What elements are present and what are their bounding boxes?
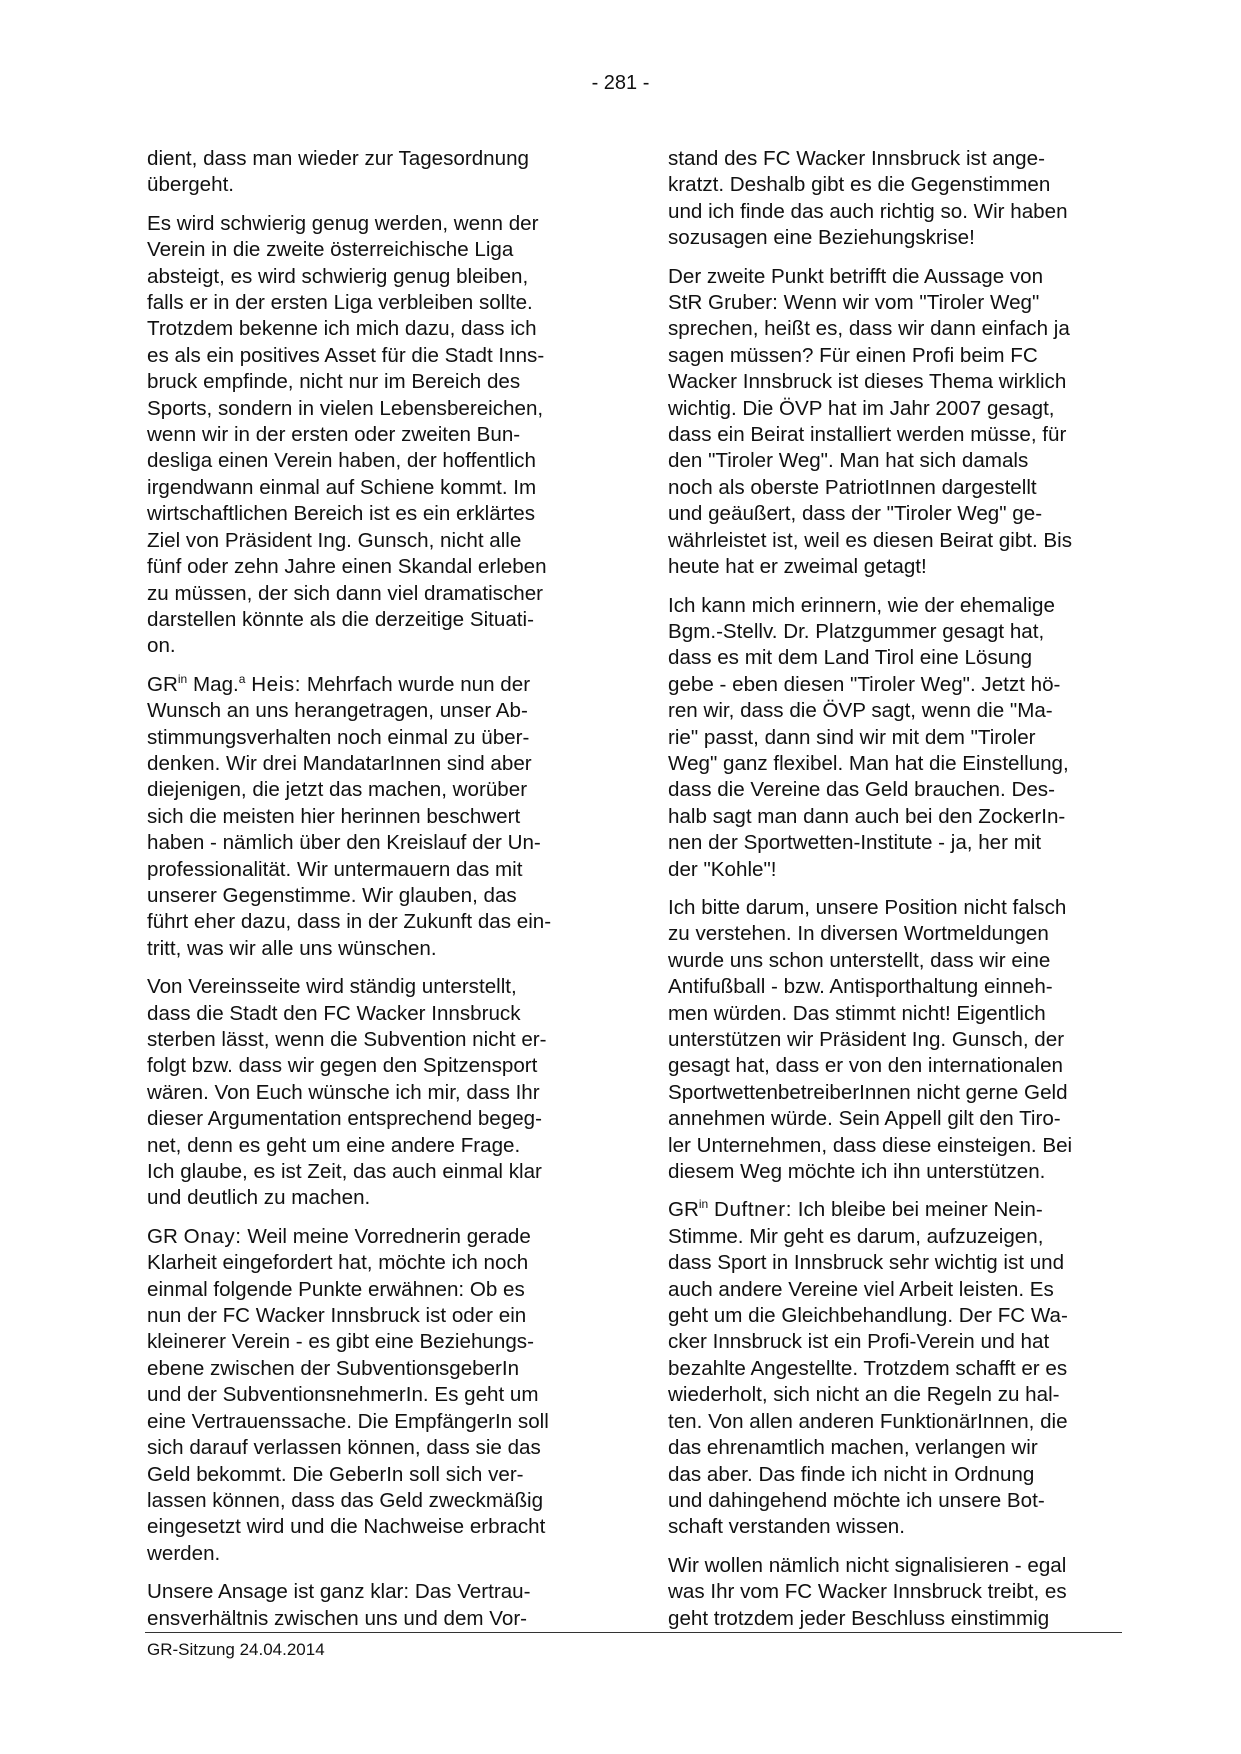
text-line: nun der FC Wacker Innsbruck ist oder ein (147, 1304, 527, 1328)
text-line: übergeht. (147, 173, 235, 197)
text-line: den "Tiroler Weg". Man hat sich damals (668, 449, 1029, 473)
text-line: es als ein positives Asset für die Stadt Inns- (147, 343, 545, 367)
text-line: Ich kann mich erinnern, wie der ehemalige (668, 593, 1055, 617)
text-line: Geld bekommt. Die GeberIn soll sich ver- (147, 1462, 524, 1486)
text-line: Wacker Innsbruck ist dieses Thema wirklich (668, 370, 1067, 394)
text-line: dass Sport in Innsbruck sehr wichtig ist und (668, 1251, 1065, 1275)
text-line: und dahingehend möchte ich unsere Bot- (668, 1488, 1045, 1512)
text-line: zu müssen, der sich dann viel dramatischer (147, 581, 544, 605)
text-line: einmal folgende Punkte erwähnen: Ob es (147, 1277, 525, 1301)
text-line: tritt, was wir alle uns wünschen. (147, 936, 437, 960)
footer-session-date: GR-Sitzung 24.04.2014 (147, 1640, 325, 1659)
text-line: fünf oder zehn Jahre einen Skandal erleben (147, 555, 547, 579)
text-line: eine Vertrauenssache. Die EmpfängerIn soll (147, 1409, 549, 1433)
text-line: wären. Von Euch wünsche ich mir, dass Ihr (147, 1080, 540, 1104)
text-line: auch andere Vereine viel Arbeit leisten. Es (668, 1277, 1054, 1301)
text-line: zu verstehen. In diversen Wortmeldungen (668, 922, 1049, 946)
text-line: Der zweite Punkt betrifft die Aussage von (668, 264, 1044, 288)
text-line: dass die Stadt den FC Wacker Innsbruck (147, 1001, 521, 1025)
text-line: und deutlich zu machen. (147, 1186, 371, 1210)
text-line: Unsere Ansage ist ganz klar: Das Vertrau- (147, 1580, 531, 1604)
text-line: Ich glaube, es ist Zeit, das auch einmal klar (147, 1160, 542, 1184)
text-line: und der SubventionsnehmerIn. Es geht um (147, 1383, 539, 1407)
text-line: wurde uns schon unterstellt, dass wir eine (668, 948, 1051, 972)
text-line: stimmungsverhalten noch einmal zu über- (147, 725, 530, 749)
text-line: werden. (147, 1541, 221, 1565)
text-line: haben - nämlich über den Kreislauf der Un- (147, 831, 541, 855)
right-column (668, 146, 1118, 1644)
text-line: das aber. Das finde ich nicht in Ordnung (668, 1462, 1035, 1486)
paragraph (668, 895, 1118, 1185)
text-line: Von Vereinsseite wird ständig unterstellt, (147, 975, 517, 999)
text-line: Ich bitte darum, unsere Position nicht falsch (668, 895, 1067, 919)
text-line: Weg" ganz flexibel. Man hat die Einstellung, (668, 751, 1069, 775)
text-line: ler Unternehmen, dass diese einsteigen. Bei (668, 1133, 1073, 1157)
text-line: dient, dass man wieder zur Tagesordnung (147, 147, 529, 170)
text-line: das ehrenamtlich machen, verlangen wir (668, 1436, 1038, 1460)
text-line: wirtschaftlichen Bereich ist es ein erklärtes (147, 502, 536, 526)
text-line: bezahlte Angestellte. Trotzdem schafft er es (668, 1356, 1068, 1380)
text-line: eingesetzt wird und die Nachweise erbracht (147, 1515, 546, 1539)
text-line: net, denn es geht um eine andere Frage. (147, 1133, 521, 1157)
text-line: Sports, sondern in vielen Lebensbereichen, (147, 396, 544, 420)
text-line: ensverhältnis zwischen uns und dem Vor- (147, 1606, 528, 1630)
paragraph (668, 1553, 1118, 1632)
text-line: cker Innsbruck ist ein Profi-Verein und hat (668, 1330, 1050, 1354)
speaker-duftner: $GR^{in}$ Duftner: (668, 1197, 793, 1222)
text-line: lassen können, dass das Geld zweckmäßig (147, 1488, 544, 1512)
text-line: ren wir, dass die ÖVP sagt, wenn die "Ma- (668, 699, 1053, 723)
text-line: Ziel von Präsident Ing. Gunsch, nicht alle (147, 528, 522, 552)
text-line: wiederholt, sich nicht an die Regeln zu hal- (668, 1383, 1060, 1407)
text-line: und ich finde das auch richtig so. Wir haben (668, 199, 1068, 223)
text-line: gebe - eben diesen "Tiroler Weg". Jetzt hö- (668, 672, 1061, 696)
text-line: irgendwann einmal auf Schiene kommt. Im (147, 475, 537, 499)
text-line: dass die Vereine das Geld brauchen. Des- (668, 778, 1055, 802)
speech-text (668, 1198, 1068, 1538)
text-line: wichtig. Die ÖVP hat im Jahr 2007 gesagt, (668, 396, 1055, 420)
text-line: Wunsch an uns herangetragen, unser Ab- (147, 699, 528, 723)
paragraph (668, 593, 1118, 883)
text-line: nen der Sportwetten-Institute - ja, her mit (668, 831, 1042, 855)
text-line: sprechen, heißt es, dass wir dann einfach ja (668, 317, 1070, 341)
text-line: Wir wollen nämlich nicht signalisieren - egal (668, 1553, 1067, 1577)
paragraph-heis (147, 672, 597, 962)
text-line: währleistet ist, weil es diesen Beirat gibt. Bis (668, 528, 1073, 552)
text-line: dass es mit dem Land Tirol eine Lösung (668, 646, 1033, 670)
text-line: falls er in der ersten Liga verbleiben sollte. (147, 291, 533, 315)
text-line: halb sagt man dann auch bei den ZockerIn- (668, 804, 1066, 828)
text-line: stand des FC Wacker Innsbruck ist ange- (668, 147, 1045, 170)
paragraph (147, 146, 597, 199)
text-line: schaft verstanden wissen. (668, 1515, 905, 1539)
text-line: Stimme. Mir geht es darum, aufzuzeigen, (668, 1224, 1044, 1248)
paragraph-onay (147, 1224, 597, 1567)
text-line: unterstützen wir Präsident Ing. Gunsch, der (668, 1028, 1065, 1051)
text-line: dieser Argumentation entsprechend begeg- (147, 1107, 542, 1131)
text-line: sich die meisten hier herinnen beschwert (147, 804, 521, 828)
text-line: sterben lässt, wenn die Subvention nicht er- (147, 1028, 547, 1051)
text-line: ten. Von allen anderen FunktionärInnen, die (668, 1409, 1068, 1433)
text-line: Antifußball - bzw. Antisporthaltung einneh- (668, 975, 1053, 999)
text-line: der "Kohle"! (668, 857, 777, 881)
text-line: heute hat er zweimal getagt! (668, 555, 927, 579)
text-line: gesagt hat, dass er von den internationalen (668, 1054, 1063, 1078)
text-line: kratzt. Deshalb gibt es die Gegenstimmen (668, 173, 1051, 197)
text-line: denken. Wir drei MandatarInnen sind aber (147, 751, 532, 775)
text-line: geht um die Gleichbehandlung. Der FC Wa- (668, 1304, 1068, 1328)
text-line: Weil meine Vorrednerin gerade (247, 1224, 531, 1248)
text-line: Trotzdem bekenne ich mich dazu, dass ich (147, 317, 537, 341)
text-line: StR Gruber: Wenn wir vom "Tiroler Weg" (668, 291, 1040, 315)
text-line: men würden. Das stimmt nicht! Eigentlich (668, 1001, 1046, 1025)
footer-divider (145, 1632, 1122, 1633)
text-line: ebene zwischen der SubventionsgeberIn (147, 1356, 520, 1380)
paragraph (668, 264, 1118, 581)
text-line: noch als oberste PatriotInnen dargestellt (668, 475, 1037, 499)
speech-text (147, 673, 551, 960)
text-line: bruck empfinde, nicht nur im Bereich des (147, 370, 521, 394)
text-line: professionalität. Wir untermauern das mit (147, 857, 523, 881)
text-line: annehmen würde. Sein Appell gilt den Tiro- (668, 1107, 1061, 1131)
text-line: kleinerer Verein - es gibt eine Beziehungs- (147, 1330, 534, 1354)
paragraph-duftner (668, 1197, 1118, 1540)
speaker-onay: GR Onay: (147, 1224, 242, 1248)
text-line: diejenigen, die jetzt das machen, worüber (147, 778, 528, 802)
speaker-heis: $GR^{in}$ Mag.$^a$ Heis: (147, 671, 302, 696)
text-line: geht trotzdem jeder Beschluss einstimmig (668, 1606, 1050, 1630)
text-line: Es wird schwierig genug werden, wenn der (147, 211, 539, 235)
left-column (147, 146, 597, 1644)
text-line: Verein in die zweite österreichische Liga (147, 238, 514, 262)
text-line: führt eher dazu, dass in der Zukunft das ein- (147, 910, 552, 934)
page-number: - 281 - (591, 72, 650, 94)
text-line: und geäußert, dass der "Tiroler Weg" ge- (668, 502, 1043, 526)
text-line: Ich bleibe bei meiner Nein- (797, 1198, 1043, 1222)
text-line: Mehrfach wurde nun der (306, 672, 531, 696)
paragraph (147, 974, 597, 1212)
paragraph (147, 1579, 597, 1632)
text-line: absteigt, es wird schwierig genug bleiben, (147, 264, 529, 288)
paragraph (147, 211, 597, 660)
speech-text (147, 1225, 549, 1565)
text-line: wenn wir in der ersten oder zweiten Bun- (147, 423, 521, 447)
text-line: darstellen könnte als die derzeitige Situati- (147, 607, 534, 631)
text-line: unserer Gegenstimme. Wir glauben, das (147, 883, 517, 907)
text-line: sagen müssen? Für einen Profi beim FC (668, 343, 1038, 367)
text-line: Klarheit eingefordert hat, möchte ich noch (147, 1251, 529, 1275)
paragraph (668, 146, 1118, 252)
text-line: sozusagen eine Beziehungskrise! (668, 226, 975, 250)
text-line: folgt bzw. dass wir gegen den Spitzensport (147, 1054, 538, 1078)
text-line: dass ein Beirat installiert werden müsse, für (668, 423, 1067, 447)
text-line: rie" passt, dann sind wir mit dem "Tiroler (668, 725, 1036, 749)
text-line: SportwettenbetreiberInnen nicht gerne Geld (668, 1080, 1068, 1104)
text-line: on. (147, 634, 176, 658)
text-line: Bgm.-Stellv. Dr. Platzgummer gesagt hat, (668, 619, 1045, 643)
text-line: sich darauf verlassen können, dass sie das (147, 1436, 541, 1460)
text-line: desliga einen Verein haben, der hoffentlich (147, 449, 536, 473)
text-line: diesem Weg möchte ich ihn unterstützen. (668, 1160, 1046, 1184)
text-line: was Ihr vom FC Wacker Innsbruck treibt, es (668, 1580, 1067, 1604)
